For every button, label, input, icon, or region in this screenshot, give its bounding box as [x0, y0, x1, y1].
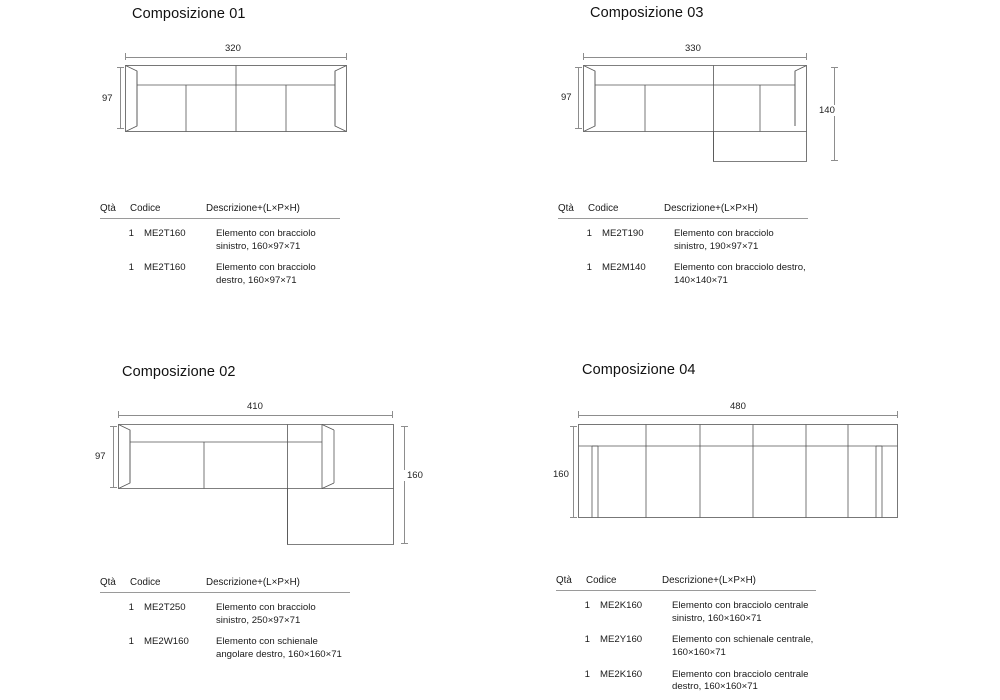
- bom-table-03: [558, 203, 808, 288]
- dimension-width-label: 480: [727, 401, 749, 412]
- cell-qty: 1: [586, 228, 592, 239]
- header-desc: Descrizione+(L×P×H): [664, 203, 758, 214]
- sofa-plan-03: [583, 65, 831, 165]
- composition-title: Composizione 01: [132, 6, 246, 22]
- dimension-depth-label: 160: [550, 469, 572, 480]
- dimension-line-left: [120, 67, 121, 129]
- dimension-tick: [110, 426, 117, 427]
- cell-desc: Elemento con bracciolo centrale sinistro, 160×160×71: [672, 600, 809, 624]
- header-desc: Descrizione+(L×P×H): [206, 203, 300, 214]
- cell-code: ME2Y160: [600, 634, 643, 646]
- dimension-width-label: 320: [222, 43, 244, 54]
- header-qty: Qtà: [558, 203, 574, 214]
- cell-desc: Elemento con schienale centrale, 160×160×71: [672, 634, 814, 658]
- table-row: [556, 660, 816, 694]
- header-code: Codice: [586, 575, 617, 586]
- table-header-row: [100, 203, 340, 219]
- table-row: [558, 219, 808, 253]
- dimension-line-top: [578, 415, 898, 416]
- dimension-tick: [570, 426, 577, 427]
- cell-desc: Elemento con bracciolo sinistro, 250×97×71: [216, 602, 316, 626]
- header-desc: Descrizione+(L×P×H): [206, 577, 300, 588]
- dimension-tick: [125, 53, 126, 60]
- cell-desc: Elemento con schienale angolare destro, 160×160×71: [216, 636, 342, 660]
- cell-desc: Elemento con bracciolo centrale destro, 160×160×71: [672, 668, 809, 693]
- dimension-width-label: 410: [244, 401, 266, 412]
- dimension-tick: [117, 128, 124, 129]
- dimension-line-top: [118, 415, 393, 416]
- dimension-line-top: [583, 57, 807, 58]
- dimension-chaise-label: 140: [816, 105, 838, 116]
- cell-code: ME2K160: [600, 668, 643, 680]
- cell-code: ME2T160: [144, 228, 186, 239]
- table-row: [100, 219, 340, 253]
- cell-qty: 1: [586, 262, 592, 274]
- dimension-tick: [117, 67, 124, 68]
- table-row: [100, 627, 350, 661]
- dimension-tick: [392, 411, 393, 418]
- table-row: [556, 591, 816, 625]
- dimension-tick: [831, 160, 838, 161]
- cell-desc: Elemento con bracciolo sinistro, 160×97×71: [216, 228, 316, 252]
- cell-desc: Elemento con bracciolo destro, 160×97×71: [216, 262, 316, 286]
- cell-qty: 1: [584, 668, 590, 680]
- dimension-line-left: [573, 426, 574, 518]
- composition-title: Composizione 04: [582, 362, 696, 378]
- sofa-plan-04: [578, 424, 903, 522]
- dimension-chaise-label: 160: [404, 470, 426, 481]
- bom-table-02: [100, 577, 350, 662]
- cell-code: ME2K160: [600, 600, 643, 611]
- header-code: Codice: [130, 577, 161, 588]
- cell-qty: 1: [128, 636, 134, 648]
- table-row: [100, 253, 340, 287]
- cell-code: ME2T190: [602, 228, 644, 239]
- composition-title: Composizione 03: [590, 5, 704, 21]
- bom-table-04: [556, 575, 816, 694]
- cell-qty: 1: [584, 634, 590, 646]
- dimension-tick: [118, 411, 119, 418]
- bom-table-01: [100, 203, 340, 288]
- cell-code: ME2T160: [144, 262, 186, 274]
- composition-03: [590, 5, 704, 21]
- table-row: [556, 625, 816, 659]
- dimension-tick: [897, 411, 898, 418]
- dimension-width-label: 330: [682, 43, 704, 54]
- cell-qty: 1: [128, 228, 134, 239]
- header-qty: Qtà: [100, 203, 116, 214]
- dimension-line-top: [125, 57, 347, 58]
- cell-qty: 1: [128, 602, 134, 613]
- dimension-depth-label: 97: [558, 92, 575, 103]
- header-qty: Qtà: [556, 575, 572, 586]
- dimension-tick: [346, 53, 347, 60]
- composition-02: [122, 364, 236, 380]
- dimension-tick: [806, 53, 807, 60]
- dimension-depth-label: 97: [92, 451, 109, 462]
- cell-qty: 1: [128, 262, 134, 274]
- composition-title: Composizione 02: [122, 364, 236, 380]
- cell-code: ME2W160: [144, 636, 189, 648]
- composition-04: [582, 362, 696, 378]
- table-header-row: [100, 577, 350, 593]
- dimension-tick: [583, 53, 584, 60]
- dimension-tick: [831, 67, 838, 68]
- dimension-line-left: [113, 426, 114, 488]
- dimension-tick: [575, 67, 582, 68]
- dimension-tick: [578, 411, 579, 418]
- table-row: [100, 593, 350, 627]
- dimension-tick: [570, 517, 577, 518]
- cell-code: ME2T250: [144, 602, 186, 613]
- header-qty: Qtà: [100, 577, 116, 588]
- cell-desc: Elemento con bracciolo destro, 140×140×71: [674, 262, 806, 286]
- cell-code: ME2M140: [602, 262, 646, 274]
- sofa-plan-01: [125, 65, 350, 137]
- dimension-tick: [575, 128, 582, 129]
- dimension-line-left: [578, 67, 579, 129]
- table-row: [558, 253, 808, 287]
- dimension-tick: [110, 487, 117, 488]
- composition-01: [132, 6, 246, 22]
- table-header-row: [558, 203, 808, 219]
- sofa-plan-02: [118, 424, 408, 549]
- table-header-row: [556, 575, 816, 591]
- cell-qty: 1: [584, 600, 590, 611]
- cell-desc: Elemento con bracciolo sinistro, 190×97×71: [674, 228, 774, 252]
- header-code: Codice: [130, 203, 161, 214]
- dimension-depth-label: 97: [99, 93, 116, 104]
- header-desc: Descrizione+(L×P×H): [662, 575, 756, 586]
- header-code: Codice: [588, 203, 619, 214]
